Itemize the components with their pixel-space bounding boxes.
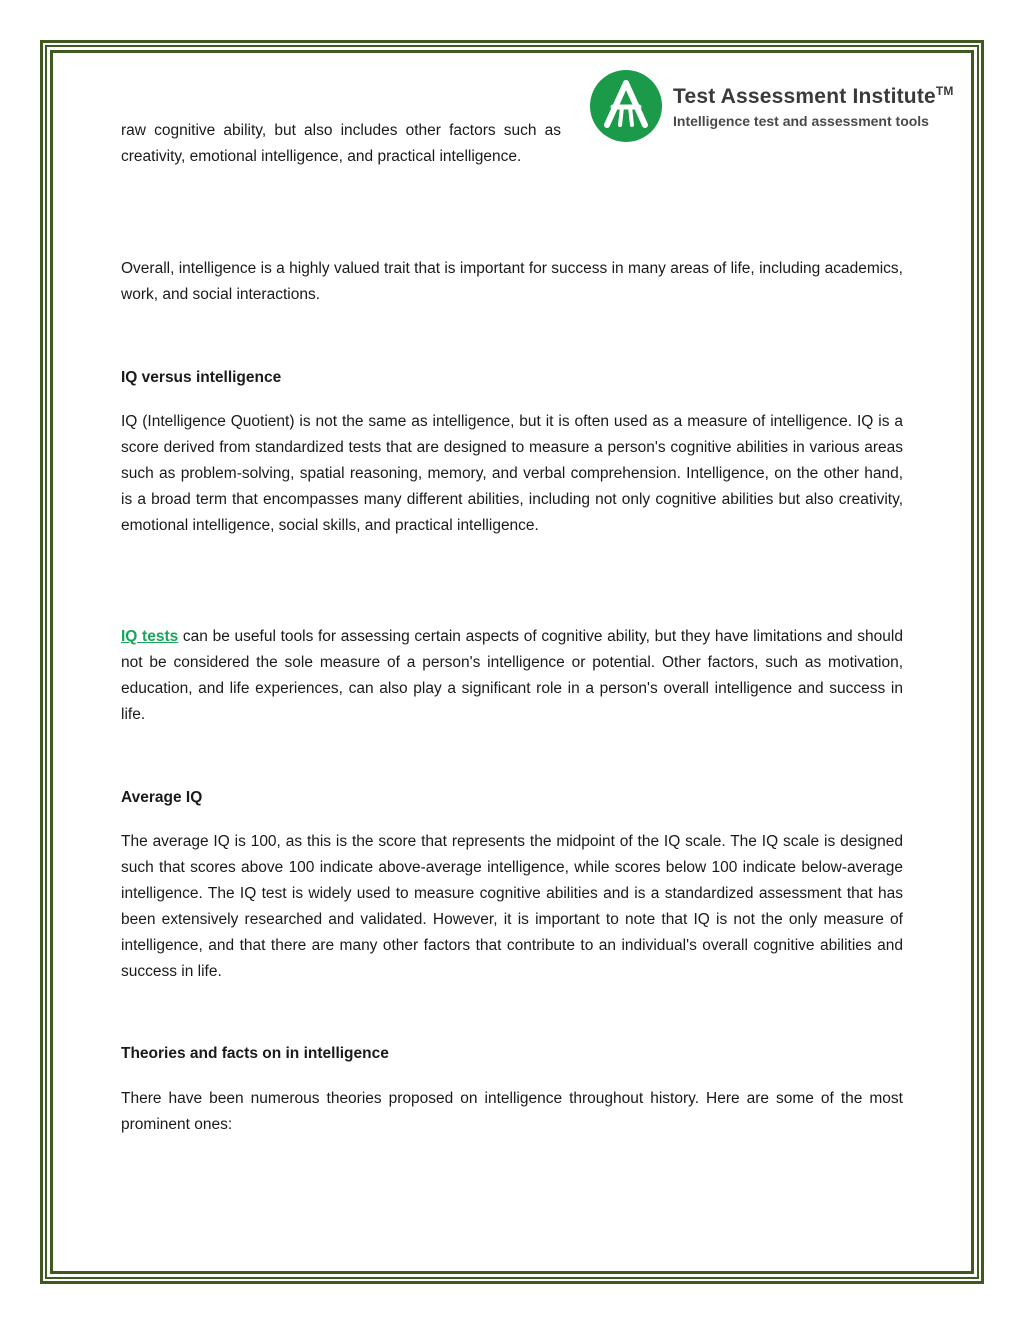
paragraph-intro: raw cognitive ability, but also includes other factors such as creativity, emotional intelligence, and practical intelligence. — [121, 122, 561, 165]
logo-trademark: TM — [935, 83, 954, 98]
paragraph-iq-versus: IQ (Intelligence Quotient) is not the same as intelligence, but it is often used as a measure of intelligence. IQ is a score derived from standardized tests that are designed to measure a person's cognitive abilities in various areas such as problem-solving, spatial reasoning, memory, and verbal comprehension. Intelligence, on the other hand, is a broad term that encompasses many different abilities, including not only cognitive abilities but also creativity, emotional intelligence, social skills, and practical intelligence. — [121, 413, 903, 534]
paragraph-iq-tests — [121, 624, 903, 728]
heading-iq-versus-intelligence: IQ versus intelligence — [121, 369, 282, 386]
heading-theories: Theories and facts on in intelligence — [121, 1045, 389, 1062]
heading-average-iq: Average IQ — [121, 789, 203, 806]
logo-mark-icon — [589, 69, 663, 143]
paragraph-overall: Overall, intelligence is a highly valued trait that is important for success in many areas of life, including academics, work, and social interactions. — [121, 260, 903, 303]
paragraph-theories: There have been numerous theories proposed on intelligence throughout history. Here are some of the most prominent ones: — [121, 1090, 903, 1133]
iq-tests-link[interactable]: IQ tests — [121, 628, 179, 645]
paragraph-average-iq: The average IQ is 100, as this is the score that represents the midpoint of the IQ scale. The IQ scale is designed such that scores above 100 indicate above-average intelligence, while scores below 100 indicate below-average intelligence. The IQ test is widely used to measure cognitive abilities and is a standardized assessment that has been extensively researched and validated. However, it is important to note that IQ is not the only measure of intelligence, and that there are many other factors that contribute to an individual's overall cognitive abilities and success in life. — [121, 833, 903, 980]
paragraph-iq-tests-text: can be useful tools for assessing certain aspects of cognitive ability, but they have limitations and should not be considered the sole measure of a person's intelligence or potential. Other factors, such as motivation, education, and life experiences, can also play a significant role in a person's overall intelligence and success in life. — [121, 628, 903, 723]
logo-title: Test Assessment Institute™ — [673, 83, 954, 108]
logo-subtitle: Intelligence test and assessment tools — [673, 112, 929, 129]
logo — [589, 68, 969, 144]
